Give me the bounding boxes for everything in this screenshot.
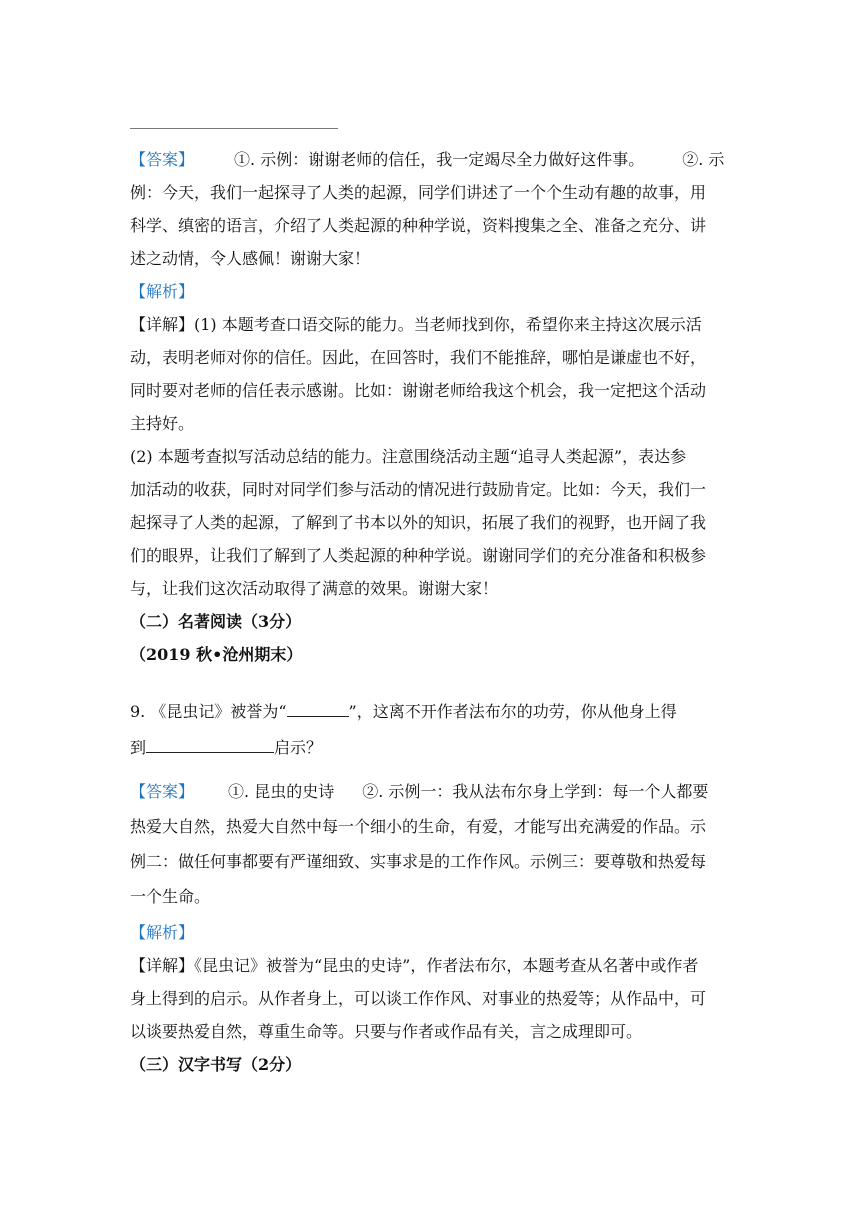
q8-detail2-line1: (2) 本题考查拟写活动总结的能力。注意围绕活动主题“追寻人类起源”，表达参 [130,447,687,466]
q8-answer-line2: 例：今天，我们一起探寻了人类的起源，同学们讲述了一个个生动有趣的故事，用 [130,183,707,202]
q8-detail2-line5: 与，让我们这次活动取得了满意的效果。谢谢大家！ [130,579,499,598]
top-divider-rule [130,128,338,129]
q8-answer [130,143,730,671]
answer-tag: 【答案】 [130,150,195,169]
q8-answer-line4: 述之动情，令人感佩！谢谢大家！ [130,249,371,268]
q9-detail-line2: 身上得到的启示。从作者身上，可以谈工作作风、对事业的热爱等；从作品中，可 [130,989,707,1008]
question-source: （2019 秋•沧州期末） [130,645,303,664]
q8-detail2-line4: 们的眼界，让我们了解到了人类起源的种种学说。谢谢同学们的充分准备和积极参 [130,546,707,565]
q9-detail-line1: 【详解】《昆虫记》被誉为“昆虫的史诗”，作者法布尔，本题考查从名著中或作者 [130,956,699,975]
q8-detail2-line2: 加活动的收获，同时对同学们参与活动的情况进行鼓励肯定。比如：今天，我们一 [130,480,707,499]
fill-in-blank-1 [287,700,349,717]
q9-question-line2: 到 启示？ [130,738,323,757]
q9-answer-line3: 例二：做任何事都要有严谨细致、实事求是的工作作风。示例三：要尊敬和热爱每 [130,852,707,871]
section-heading-handwriting: （三）汉字书写（2分） [130,1055,302,1074]
answer-option-2-start: ②. 示例一：我从法布尔身上学到：每一个人都要 [362,782,709,801]
answer-option-2-start: ②. 示 [682,150,725,169]
section-heading-classics: （二）名著阅读（3分） [130,612,302,631]
q8-answer-line3: 科学、缜密的语言，介绍了人类起源的种种学说，资料搜集之全、准备之充分、讲 [130,216,707,235]
q8-detail1-line3: 同时要对老师的信任表示感谢。比如：谢谢老师给我这个机会，我一定把这个活动 [130,381,707,400]
fill-in-blank-2 [146,736,274,753]
answer-option-1: ①. 昆虫的史诗 [228,782,335,801]
q8-detail1-line4: 主持好。 [130,414,195,433]
q8-detail1-line1: 【详解】(1) 本题考查口语交际的能力。当老师找到你，希望你来主持这次展示活 [130,315,702,334]
answer-option-1: ①. 示例：谢谢老师的信任，我一定竭尽全力做好这件事。 [234,150,645,169]
q8-detail1-line2: 动，表明老师对你的信任。因此，在回答时，我们不能推辞，哪怕是谦虚也不好， [130,348,707,367]
q9-detail-line3: 以谈要热爱自然，尊重生命等。只要与作者或作品有关，言之成理即可。 [130,1022,643,1041]
answer-tag: 【答案】 [130,782,195,801]
q9-analysis [130,916,730,1081]
q9-answer-line1 [130,774,730,809]
q9-question-line1: 9. 《昆虫记》被誉为“ ”，这离不开作者法布尔的功劳，你从他身上得 [130,702,677,721]
q9-answer-line2: 热爱大自然，热爱大自然中每一个细小的生命，有爱，才能写出充满爱的作品。示 [130,817,707,836]
analysis-tag: 【解析】 [130,923,195,942]
q9-answer [130,774,730,914]
q8-detail2-line3: 起探寻了人类的起源，了解到了书本以外的知识，拓展了我们的视野，也开阔了我 [130,513,707,532]
q9-question [130,694,730,766]
q8-answer-line1 [130,143,730,176]
analysis-tag: 【解析】 [130,282,195,301]
q9-answer-line4: 一个生命。 [130,887,211,906]
